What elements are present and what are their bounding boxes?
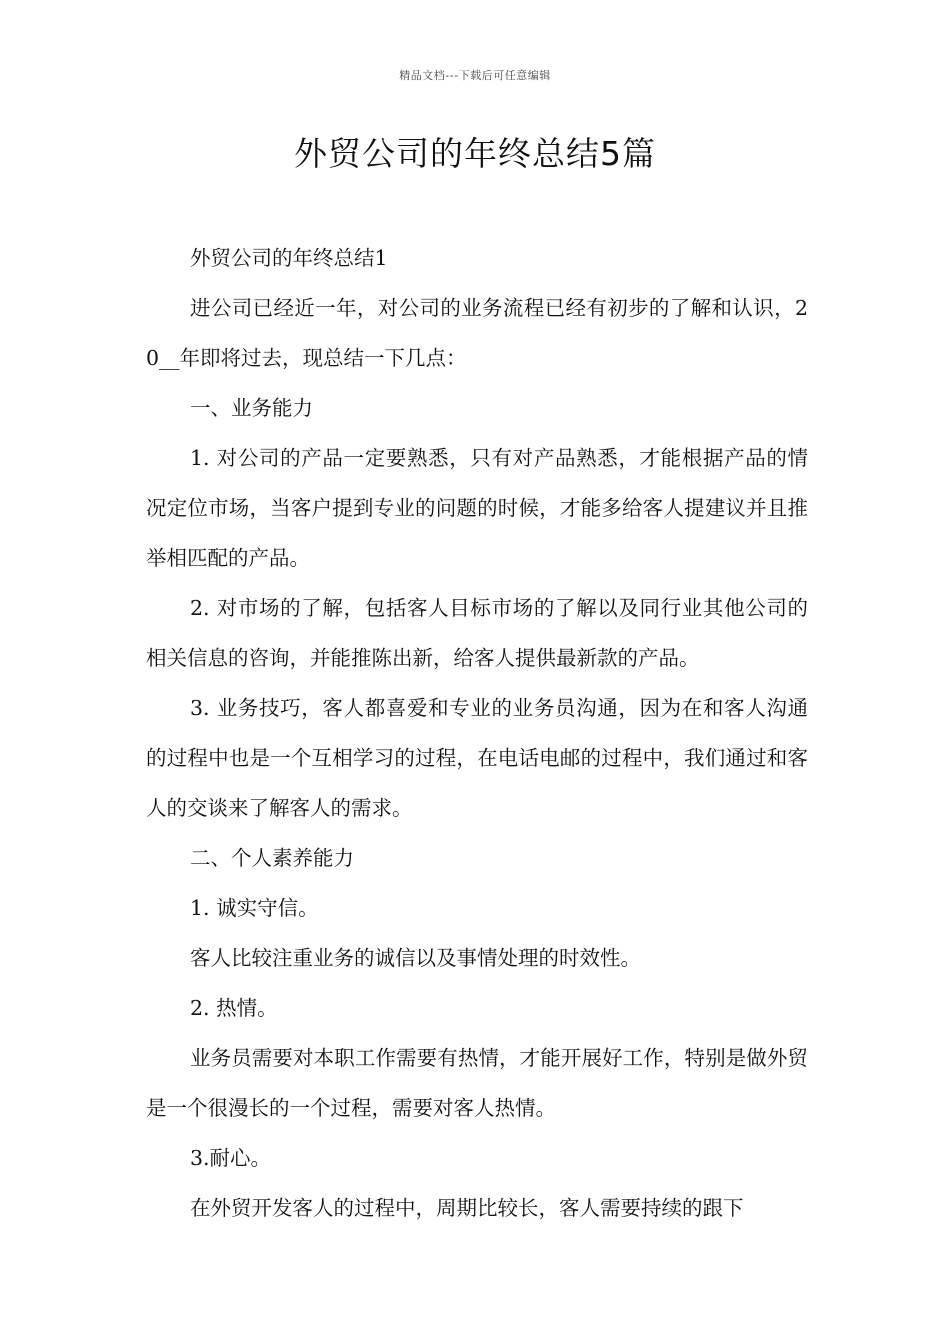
document-title: 外贸公司的年终总结5篇 <box>294 134 656 173</box>
paragraph-honesty-text: 客人比较注重业务的诚信以及事情处理的时效性。 <box>190 946 641 970</box>
paragraph-point-3: 3. 业务技巧，客人都喜爱和专业的业务员沟通，因为在和客人沟通的过程中也是一个互相学习的过程，在电话电邮的过程中，我们通过和客人的交谈来了解客人的需求。 <box>146 696 808 820</box>
paragraph-point-2: 2. 对市场的了解，包括客人目标市场的了解以及同行业其他公司的相关信息的咨询，并能推陈出新，给客人提供最新款的产品。 <box>146 596 808 670</box>
section-heading-summary-1: 外贸公司的年终总结1 <box>190 246 388 270</box>
paragraph-point-1: 1. 对公司的产品一定要熟悉，只有对产品熟悉，才能根据产品的情况定位市场，当客户提到专业的问题的时候，才能多给客人提建议并且推举相匹配的产品。 <box>146 446 808 570</box>
paragraph-patience-text: 在外贸开发客人的过程中，周期比较长，客人需要持续的跟下 <box>190 1196 744 1220</box>
header-note: 精品文档---下载后可任意编辑 <box>399 69 551 82</box>
paragraph-passion-heading: 2. 热情。 <box>190 996 278 1020</box>
paragraph-honesty-heading: 1. 诚实守信。 <box>190 896 319 920</box>
section-heading-personal-quality: 二、个人素养能力 <box>190 846 354 870</box>
paragraph-passion-text: 业务员需要对本职工作需要有热情，才能开展好工作，特别是做外贸是一个很漫长的一个过程，需要对客人热情。 <box>146 1046 808 1120</box>
section-heading-business-ability: 一、业务能力 <box>190 396 313 420</box>
paragraph-intro: 进公司已经近一年，对公司的业务流程已经有初步的了解和认识，20__年即将过去，现总结一下几点： <box>146 296 808 370</box>
paragraph-patience-heading: 3.耐心。 <box>190 1146 272 1170</box>
document-body <box>146 233 808 1233</box>
